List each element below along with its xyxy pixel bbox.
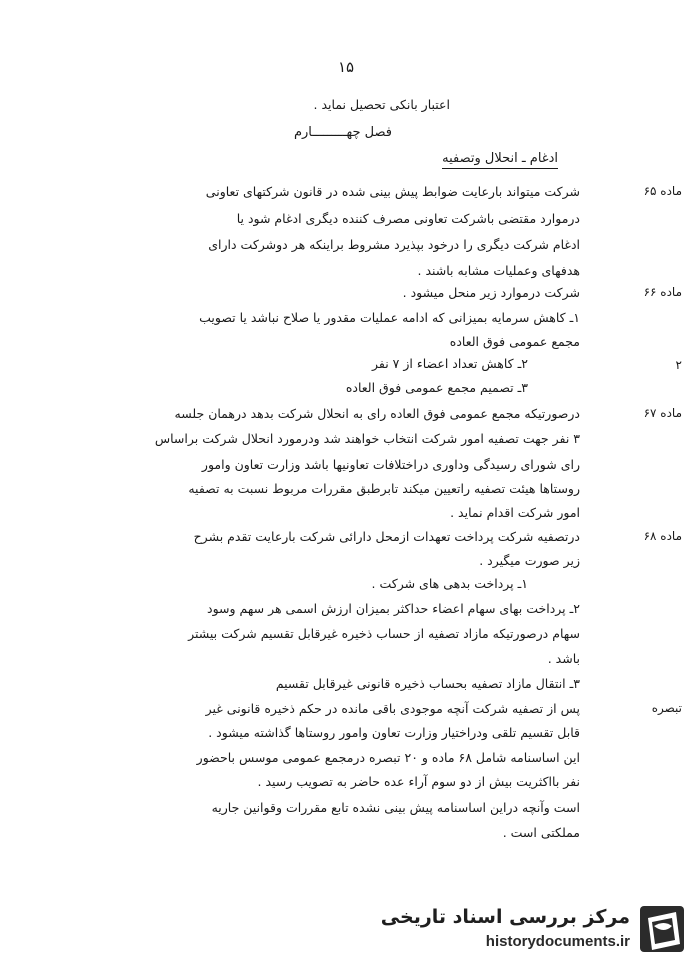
document-text-line: درموارد مقتضی باشرکت تعاونی مصرف کننده دیگری ادغام شود یا — [236, 211, 580, 226]
document-text-line: شرکت میتواند بارعایت ضوابط پیش بینی شده در قانون شرکتهای تعاونی — [205, 184, 580, 199]
archive-watermark — [380, 900, 692, 960]
article-label: تبصره — [651, 701, 682, 715]
document-text-line: روستاها هیئت تصفیه راتعیین میکند تابرطبق مقررات مربوط نسبت به تصفیه — [188, 481, 580, 496]
section-heading: ادغام ـ انحلال وتصفیه — [442, 151, 558, 166]
document-text-line: شرکت درموارد زیر منحل میشود . — [402, 285, 580, 300]
document-text-line: نفر بااکثریت بیش از دو سوم آراء عده حاضر به تصویب رسید . — [257, 774, 580, 789]
document-text-line: پس از تصفیه شرکت آنچه موجودی باقی مانده در حکم ذخیره قانونی غیر — [205, 701, 580, 716]
document-text-line: ۱ـ پرداخت بدهی های شرکت . — [371, 576, 528, 591]
document-text-line: امور شرکت اقدام نماید . — [450, 505, 580, 520]
article-label: ماده ۶۶ — [643, 285, 682, 299]
article-label: ۲ — [675, 358, 682, 372]
document-text-line: درتصفیه شرکت پرداخت تعهدات ازمحل دارائی شرکت بارعایت تقدم بشرح — [193, 529, 580, 544]
document-text-line: ۲ـ پرداخت بهای سهام اعضاء حداکثر بمیزان ارزش اسمی هر سهم وسود — [207, 601, 580, 616]
document-text-line: است وآنچه دراین اساسنامه پیش بینی نشده تابع مقررات وقوانین جاریه — [211, 800, 580, 815]
document-text-line: مجمع عمومی فوق العاده — [449, 334, 580, 349]
document-text-line: ۳ـ انتقال مازاد تصفیه بحساب ذخیره قانونی غیرقابل تقسیم — [275, 676, 580, 691]
document-text-line: ۲ـ کاهش تعداد اعضاء از ۷ نفر — [371, 356, 528, 371]
document-text-line: ۱ـ کاهش سرمایه بمیزانی که ادامه عملیات مقدور یا صلاح نباشد یا تصویب — [199, 310, 580, 325]
document-text-line: هدفهای وعملیات مشابه باشند . — [417, 263, 580, 278]
document-text-line: ۳ـ تصمیم مجمع عمومی فوق العاده — [345, 380, 528, 395]
section-heading: فصل چهـــــــــارم — [293, 125, 392, 140]
document-text-line: درصورتیکه مجمع عمومی فوق العاده رای به انحلال شرکت بدهد درهمان جلسه — [174, 406, 580, 421]
document-text-line: سهام درصورتیکه مازاد تصفیه از حساب ذخیره غیرقابل تقسیم شرکت بیشتر — [188, 626, 580, 641]
document-text-line: ۳ نفر جهت تصفیه امور شرکت انتخاب خواهند شد ودرمورد انحلال شرکت براساس — [154, 431, 580, 446]
document-text-line: این اساسنامه شامل ۶۸ ماده و ۲۰ تبصره درمجمع عمومی موسس باحضور — [196, 750, 580, 765]
document-text-line: زیر صورت میگیرد . — [479, 553, 580, 568]
document-text-line: باشد . — [547, 651, 580, 666]
document-text-line: اعتبار بانکی تحصیل نماید . — [313, 97, 450, 112]
article-label: ماده ۶۸ — [643, 529, 682, 543]
watermark-url: historydocuments.ir — [485, 933, 630, 950]
article-label: ماده ۶۷ — [643, 406, 682, 420]
document-text-line: ادغام شرکت دیگری را درخود بپذیرد مشروط براینکه هر دوشرکت دارای — [208, 237, 580, 252]
page-number: ۱۵ — [338, 58, 355, 76]
document-archive-logo-icon — [634, 904, 688, 956]
article-label: ماده ۶۵ — [643, 184, 682, 198]
watermark-title: مرکز بررسی اسناد تاریخی — [380, 906, 630, 928]
document-text-line: قابل تقسیم تلقی ودراختیار وزارت تعاون وامور روستاها گذاشته میشود . — [208, 725, 580, 740]
document-text-line: رای شورای رسیدگی وداوری دراختلافات تعاونیها باشد وزارت تعاون وامور — [201, 457, 580, 472]
document-text-line: مملکتی است . — [502, 825, 580, 840]
